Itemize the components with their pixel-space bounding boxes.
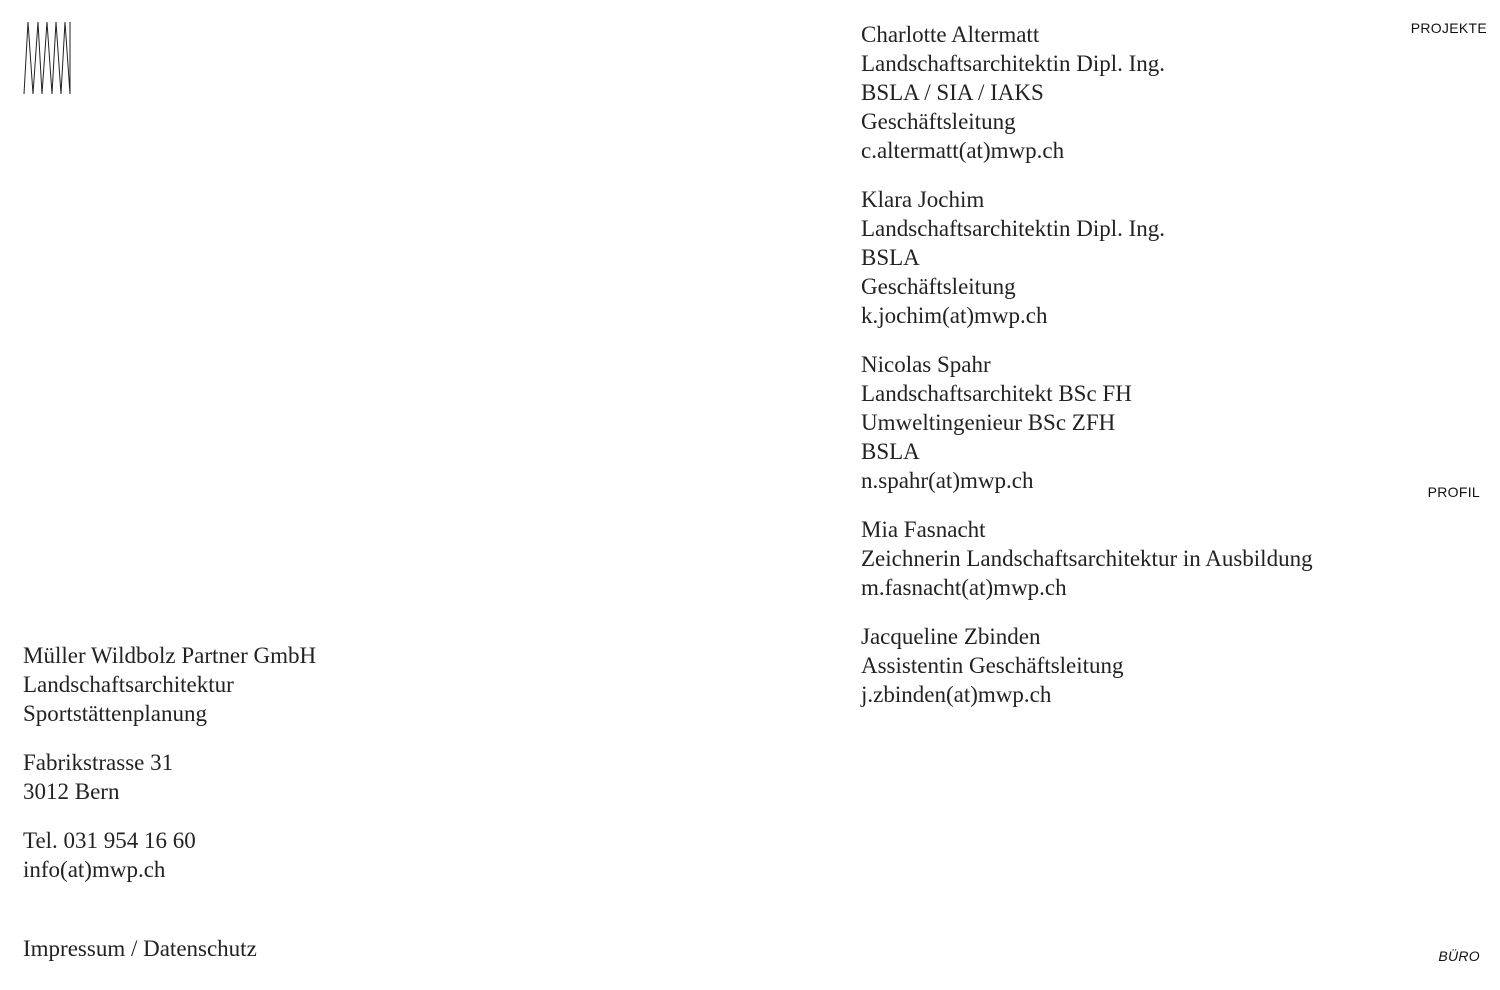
mwp-logo-icon[interactable] bbox=[23, 22, 71, 94]
member-role: Geschäftsleitung bbox=[861, 109, 1016, 134]
member-email-link[interactable]: j.zbinden(at)mwp.ch bbox=[861, 682, 1052, 707]
legal-separator: / bbox=[125, 936, 144, 961]
member-memberships: BSLA bbox=[861, 439, 920, 464]
member-email-link[interactable]: c.altermatt(at)mwp.ch bbox=[861, 138, 1065, 163]
team-member bbox=[861, 20, 1381, 165]
team-member bbox=[861, 622, 1381, 709]
team-member bbox=[861, 185, 1381, 330]
company-contact bbox=[23, 826, 543, 884]
member-name: Charlotte Altermatt bbox=[861, 22, 1040, 47]
company-discipline: Landschaftsarchitektur bbox=[23, 672, 234, 697]
nav-buero[interactable]: BÜRO bbox=[1438, 948, 1480, 964]
member-title: Landschaftsarchitektin Dipl. Ing. bbox=[861, 216, 1166, 241]
company-info bbox=[23, 641, 543, 904]
member-email-link[interactable]: k.jochim(at)mwp.ch bbox=[861, 303, 1048, 328]
member-name: Mia Fasnacht bbox=[861, 517, 986, 542]
team-list bbox=[861, 20, 1381, 729]
company-address bbox=[23, 748, 543, 806]
impressum-link[interactable]: Impressum bbox=[23, 936, 126, 961]
member-name: Jacqueline Zbinden bbox=[861, 624, 1041, 649]
member-title: Assistentin Geschäftsleitung bbox=[861, 653, 1124, 678]
company-city: 3012 Bern bbox=[23, 779, 120, 804]
company-name-block bbox=[23, 641, 543, 728]
company-street: Fabrikstrasse 31 bbox=[23, 750, 174, 775]
company-discipline-2: Sportstättenplanung bbox=[23, 701, 207, 726]
datenschutz-link[interactable]: Datenschutz bbox=[143, 936, 257, 961]
team-member bbox=[861, 350, 1381, 495]
company-name: Müller Wildbolz Partner GmbH bbox=[23, 643, 317, 668]
company-email[interactable]: info(at)mwp.ch bbox=[23, 857, 166, 882]
nav-profil[interactable]: PROFIL bbox=[1427, 484, 1480, 500]
member-name: Klara Jochim bbox=[861, 187, 985, 212]
member-email-link[interactable]: m.fasnacht(at)mwp.ch bbox=[861, 575, 1067, 600]
member-memberships: BSLA / SIA / IAKS bbox=[861, 80, 1044, 105]
member-memberships: BSLA bbox=[861, 245, 920, 270]
member-title-2: Umweltingenieur BSc ZFH bbox=[861, 410, 1116, 435]
member-email-link[interactable]: n.spahr(at)mwp.ch bbox=[861, 468, 1034, 493]
legal-links bbox=[23, 934, 257, 963]
nav-projekte[interactable]: PROJEKTE bbox=[1410, 20, 1487, 36]
member-title: Landschaftsarchitekt BSc FH bbox=[861, 381, 1132, 406]
member-name: Nicolas Spahr bbox=[861, 352, 991, 377]
member-title: Zeichnerin Landschaftsarchitektur in Ausbildung bbox=[861, 546, 1313, 571]
company-phone[interactable]: Tel. 031 954 16 60 bbox=[23, 828, 196, 853]
team-member bbox=[861, 515, 1381, 602]
member-title: Landschaftsarchitektin Dipl. Ing. bbox=[861, 51, 1166, 76]
member-role: Geschäftsleitung bbox=[861, 274, 1016, 299]
